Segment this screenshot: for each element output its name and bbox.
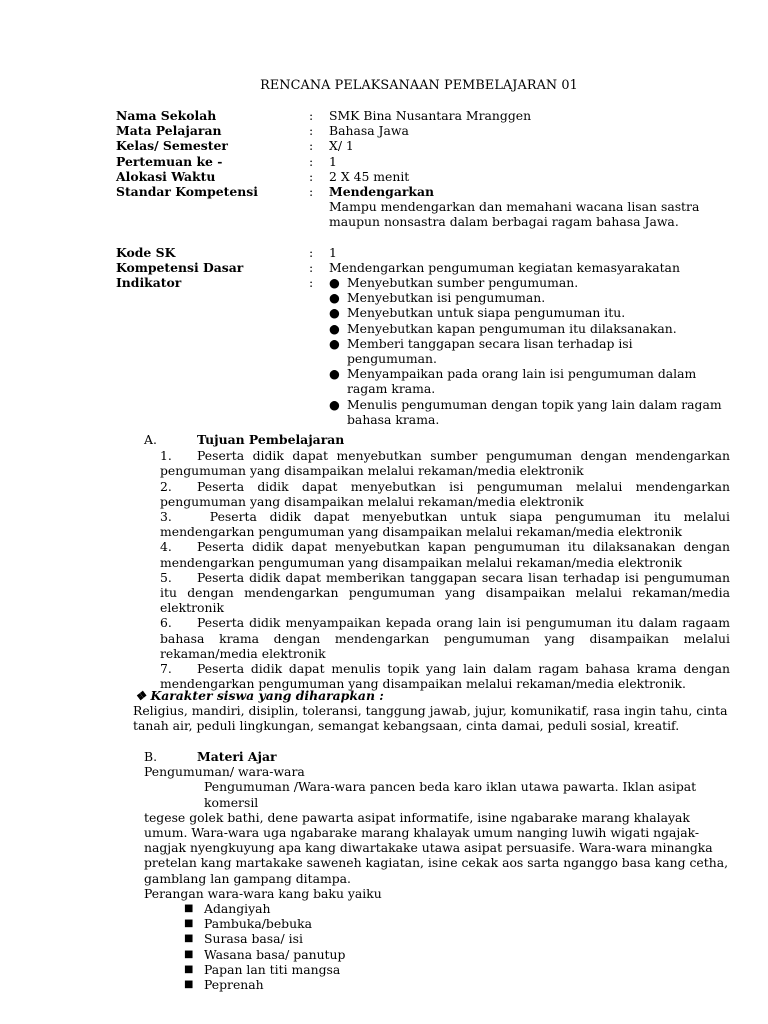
bullet-icon: ● — [329, 275, 340, 291]
indikator-list — [329, 275, 726, 427]
karakter-title: Karakter siswa yang diharapkan : — [150, 688, 384, 703]
materi-subtitle: Pengumuman/ wara-wara — [144, 764, 305, 780]
section-tujuan — [144, 432, 730, 691]
list-item: ■ Pambuka/bebuka — [184, 916, 312, 932]
section-a-heading — [144, 432, 730, 447]
identity-value: X/ 1 — [329, 138, 354, 154]
standar-title: Mendengarkan — [329, 184, 435, 200]
identity-value: 1 — [329, 153, 337, 169]
kode-label: Kode SK — [116, 244, 176, 260]
goal-item: 4. Peserta didik dapat menyebutkan kapan pengumuman itu dilaksanakan dengan mendengarkan pengumuman yang disampaikan melalui rekaman/media elektronik — [160, 539, 730, 570]
bullet-icon: ● — [329, 396, 340, 412]
bullet-icon: ● — [329, 305, 340, 321]
square-bullet-icon: ■ — [184, 979, 194, 991]
indikator-item: ● Menyebutkan untuk siapa pengumuman itu. — [329, 305, 626, 321]
section-letter: B. — [144, 749, 158, 764]
indikator-item: ● Menyebutkan sumber pengumuman. — [329, 275, 579, 291]
square-bullet-icon: ■ — [184, 918, 194, 930]
section-materi — [144, 749, 734, 992]
perangan-list — [144, 901, 734, 992]
kode-sk-row — [116, 245, 726, 260]
identity-label: Alokasi Waktu — [116, 168, 216, 184]
section-b-heading — [144, 749, 734, 764]
colon: : — [309, 259, 314, 275]
list-item: ■ Adangiyah — [184, 901, 271, 917]
identity-label: Pertemuan ke - — [116, 153, 223, 169]
indikator-item: ● Memberi tanggapan secara lisan terhadap isi pengumuman. — [329, 335, 633, 367]
square-bullet-icon: ■ — [184, 948, 194, 960]
colon: : — [309, 244, 314, 260]
karakter-heading — [133, 688, 733, 703]
indikator-values — [329, 275, 726, 427]
diamond-bullet-icon: ❖ — [135, 688, 147, 703]
standar-label: Standar Kompetensi — [116, 184, 258, 200]
bullet-icon: ● — [329, 320, 340, 336]
kode-value: 1 — [329, 244, 337, 260]
identity-value: Bahasa Jawa — [329, 123, 409, 139]
identity-label: Nama Sekolah — [116, 108, 217, 123]
kd-label: Kompetensi Dasar — [116, 259, 244, 275]
standar-description: Mampu mendengarkan dan memahani wacana lisan sastra maupun nonsastra dalam berbagai ragam bahasa Jawa. — [329, 199, 700, 230]
square-bullet-icon: ■ — [184, 903, 194, 915]
karakter-body: Religius, mandiri, disiplin, toleransi, tanggung jawab, jujur, komunikatif, rasa ingin tahu, cinta tanah air, peduli lingkungan, semangat kebangsaan, cinta damai, peduli sosial, kreatif. — [133, 703, 728, 734]
perangan-heading: Perangan wara-wara kang baku yaiku — [144, 885, 382, 901]
section-title: Materi Ajar — [197, 749, 277, 764]
karakter-section — [133, 688, 733, 734]
goal-item: 6. Peserta didik menyampaikan kepada orang lain isi pengumuman itu dalam ragaam bahasa krama dengan mendengarkan pengumuman yang disampaikan melalui rekaman/media elektronik — [160, 615, 730, 661]
colon: : — [309, 275, 314, 291]
section-title: Tujuan Pembelajaran — [197, 432, 345, 447]
section-letter: A. — [144, 432, 157, 447]
bullet-icon: ● — [329, 335, 340, 351]
colon: : — [309, 138, 314, 154]
identity-value: 2 X 45 menit — [329, 168, 410, 184]
identity-label: Kelas/ Semester — [116, 138, 228, 154]
square-bullet-icon: ■ — [184, 963, 194, 975]
indikator-row — [116, 275, 726, 427]
identity-row — [116, 154, 726, 169]
indikator-label: Indikator — [116, 275, 182, 291]
identity-row — [116, 169, 726, 184]
standar-kompetensi-row — [116, 184, 726, 230]
indikator-item: ● Menyampaikan pada orang lain isi pengumuman dalam ragam krama. — [329, 366, 697, 397]
colon: : — [309, 168, 314, 184]
identity-row — [116, 123, 726, 138]
kompetensi-dasar-row — [116, 260, 726, 275]
materi-paragraph: tegese golek bathi, dene pawarta asipat informatife, isine ngabarake marang khalayak umum. Wara-wara uga ngabarake marang khalayak umum nanging luwih wigati ngajak-nagjak nyengkuyung apa kang diwartakake utawa asipat persuasife. Wara-wara minangka pretelan kang martakake saweneh kagiatan, isine cekak aos sarta nganggo basa kang cetha, gamblang lan gampang ditampa. — [144, 809, 729, 886]
indikator-item: ● Menulis pengumuman dengan topik yang lain dalam ragam bahasa krama. — [329, 396, 722, 427]
indikator-item: ● Menyebutkan isi pengumuman. — [329, 290, 546, 306]
identity-label: Mata Pelajaran — [116, 123, 222, 139]
identity-row — [116, 138, 726, 153]
list-item: ■ Wasana basa/ panutup — [184, 946, 346, 962]
identity-row — [116, 108, 726, 123]
colon: : — [309, 153, 314, 169]
list-item: ■ Surasa basa/ isi — [184, 931, 303, 947]
kd-value: Mendengarkan pengumuman kegiatan kemasyarakatan — [329, 259, 680, 275]
bullet-icon: ● — [329, 366, 340, 382]
list-item: ■ Peprenah — [184, 977, 264, 993]
colon: : — [309, 108, 314, 123]
bullet-icon: ● — [329, 290, 340, 306]
page-title: RENCANA PELAKSANAAN PEMBELAJARAN 01 — [260, 78, 578, 93]
goal-item: 7. Peserta didik dapat menulis topik yang lain dalam ragam bahasa krama dengan mendengarkan pengumuman yang disampaikan melalui rekaman/media elektronik. — [160, 661, 730, 692]
identity-table — [116, 108, 726, 427]
list-item: ■ Papan lan titi mangsa — [184, 961, 341, 977]
goal-item: 5. Peserta didik dapat memberikan tanggapan secara lisan terhadap isi pengumuman itu dengan mendengarkan pengumuman yang disampaikan melalui rekaman/media elektronik — [160, 569, 730, 616]
standar-value — [329, 184, 726, 230]
materi-paragraph-lead: Pengumuman /Wara-wara pancen beda karo iklan utawa pawarta. Iklan asipat komersil — [204, 779, 697, 810]
goals-list — [144, 448, 730, 691]
identity-value: SMK Bina Nusantara Mranggen — [329, 108, 532, 123]
colon: : — [309, 184, 314, 200]
goal-item: 3. Peserta didik dapat menyebutkan untuk siapa pengumuman itu melalui mendengarkan pengumuman yang disampaikan melalui rekaman/media elektronik — [160, 509, 730, 540]
square-bullet-icon: ■ — [184, 933, 194, 945]
goal-item: 2. Peserta didik dapat menyebutkan isi pengumuman melalui mendengarkan pengumuman yang disampaikan melalui rekaman/media elektronik — [160, 478, 730, 509]
goal-item: 1. Peserta didik dapat menyebutkan sumber pengumuman dengan mendengarkan pengumuman yang disampaikan melalui rekaman/media elektronik — [160, 448, 730, 479]
indikator-item: ● Menyebutkan kapan pengumuman itu dilaksanakan. — [329, 320, 677, 336]
colon: : — [309, 123, 314, 139]
